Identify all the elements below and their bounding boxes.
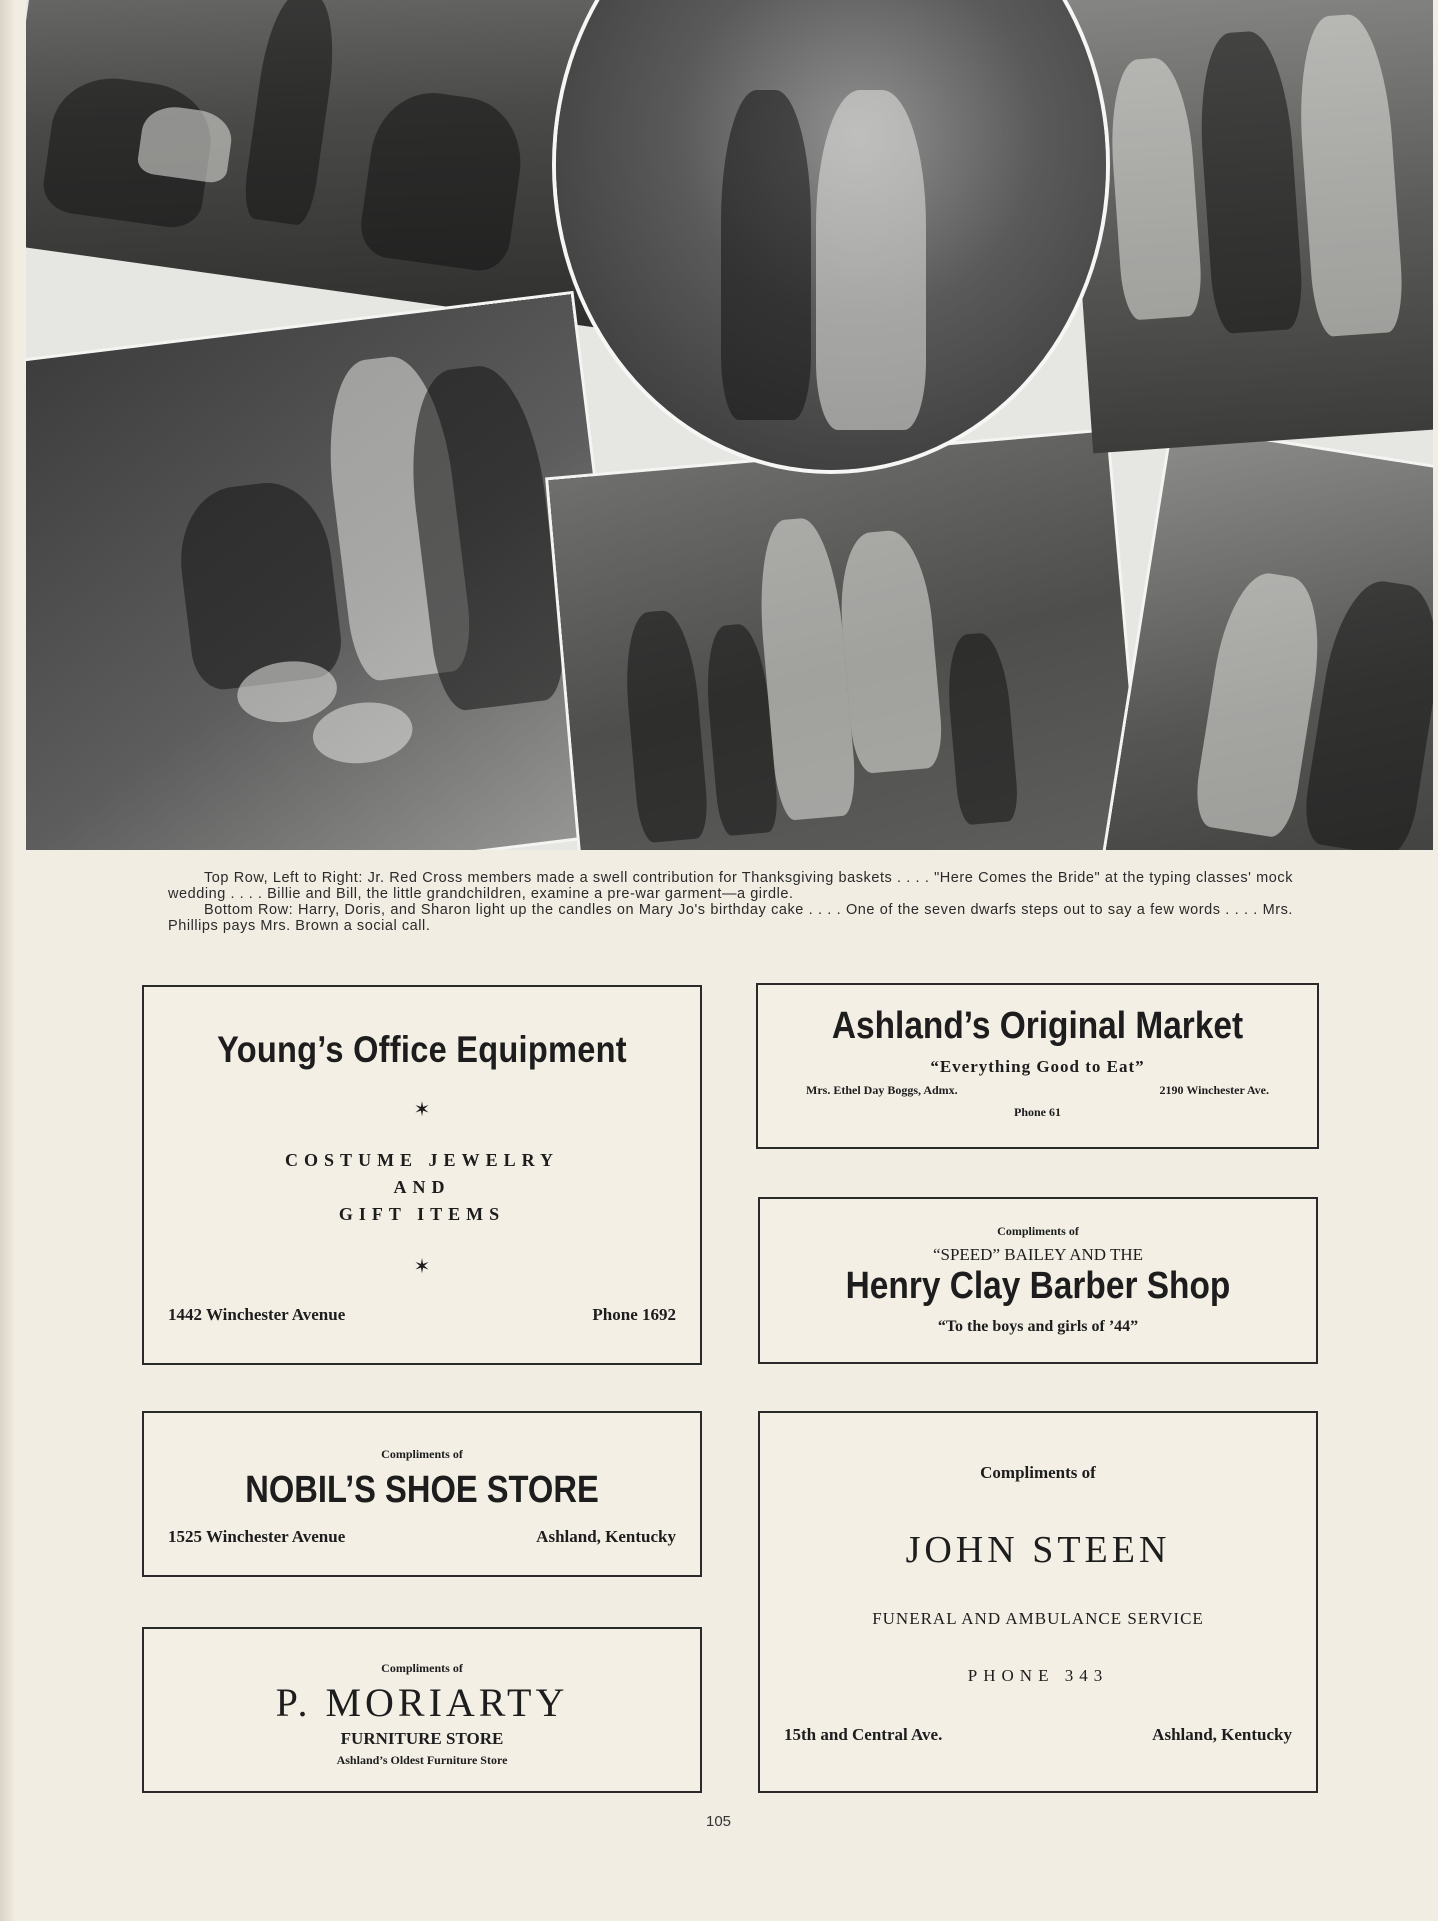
ad-line: GIFT ITEMS <box>338 1204 506 1224</box>
ad-phone: Phone 61 <box>1013 1105 1061 1119</box>
caption-top-row: Top Row, Left to Right: Jr. Red Cross members made a swell contribution for Thanksgiving baskets . . . . "Here Comes the Bride" at the typing classes' mock wedding . . . . Billie and Bill, the little grandchildren, examine a pre-war garment—a girdle. <box>168 870 1293 902</box>
ad-title: P. MORIARTY <box>275 1680 569 1725</box>
ad-henry-clay-barber-shop <box>758 1197 1318 1364</box>
photo-seven-dwarfs <box>548 431 1143 850</box>
ad-compliments: Compliments of <box>980 1463 1096 1482</box>
ad-footer <box>784 1725 1292 1745</box>
ad-compliments: Compliments of <box>381 1661 463 1675</box>
ad-footer <box>168 1305 676 1325</box>
ad-address: 2190 Winchester Ave. <box>1159 1083 1269 1097</box>
photo-collage <box>26 0 1433 850</box>
ad-title: Ashland’s Original Market <box>831 1005 1244 1047</box>
ad-youngs-office-equipment <box>142 985 702 1365</box>
ad-slogan: “Everything Good to Eat” <box>930 1057 1145 1076</box>
photo-birthday-cake <box>26 294 637 850</box>
ad-phone: PHONE 343 <box>967 1666 1109 1685</box>
page-binding-edge <box>0 0 14 1921</box>
photo-social-call <box>1104 426 1433 850</box>
star-ornament-icon: ✶ <box>413 1256 431 1278</box>
ad-details <box>806 1083 1269 1098</box>
ad-title: Henry Clay Barber Shop <box>845 1265 1231 1307</box>
ad-nobils-shoe-store <box>142 1411 702 1577</box>
ad-footer <box>168 1527 676 1547</box>
ad-title: Young’s Office Equipment <box>217 1029 627 1070</box>
ad-subtitle: FURNITURE STORE <box>340 1729 504 1748</box>
ad-service: FUNERAL AND AMBULANCE SERVICE <box>872 1609 1204 1628</box>
photo-caption <box>168 870 1293 934</box>
photo-pre-war-garment <box>1060 0 1433 453</box>
ad-address: 15th and Central Ave. <box>784 1725 943 1744</box>
ad-p-moriarty <box>142 1627 702 1793</box>
ad-line: “SPEED” BAILEY AND THE <box>932 1245 1144 1264</box>
ad-john-steen <box>758 1411 1318 1793</box>
ad-compliments: Compliments of <box>381 1447 463 1461</box>
ad-owner: Mrs. Ethel Day Boggs, Admx. <box>806 1083 958 1097</box>
ad-address: 1525 Winchester Avenue <box>168 1527 346 1546</box>
ad-ashlands-original-market <box>756 983 1319 1149</box>
ad-compliments: Compliments of <box>997 1224 1079 1238</box>
ad-city: Ashland, Kentucky <box>536 1527 676 1546</box>
photo-mock-wedding <box>556 0 1106 470</box>
ad-title: JOHN STEEN <box>905 1529 1171 1571</box>
page-number: 105 <box>706 1813 732 1830</box>
ad-phone: Phone 1692 <box>592 1305 676 1324</box>
ad-title: NOBIL’S SHOE STORE <box>245 1469 599 1511</box>
ad-slogan: “To the boys and girls of ’44” <box>937 1318 1139 1335</box>
star-ornament-icon: ✶ <box>413 1099 431 1121</box>
ad-line: COSTUME JEWELRY <box>285 1150 559 1170</box>
ad-address: 1442 Winchester Avenue <box>168 1305 346 1324</box>
caption-bottom-row: Bottom Row: Harry, Doris, and Sharon light up the candles on Mary Jo's birthday cake . . . . One of the seven dwarfs steps out to say a few words . . . . Mrs. Phillips pays Mrs. Brown a social call. <box>168 902 1293 934</box>
ad-city: Ashland, Kentucky <box>1152 1725 1292 1744</box>
ad-line: AND <box>393 1177 451 1197</box>
ad-tagline: Ashland’s Oldest Furniture Store <box>336 1753 508 1767</box>
